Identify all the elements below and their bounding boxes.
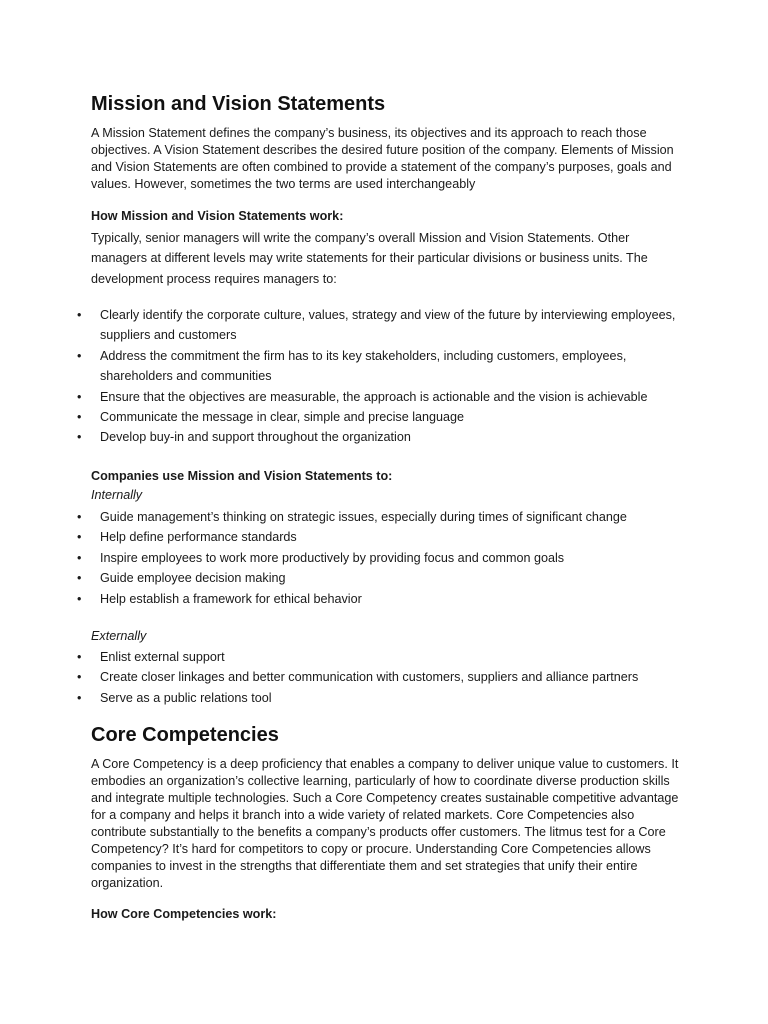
list-item: • Address the commitment the firm has to its key stakeholders, including customers, employees, shareholders and communities [91,346,691,387]
list-item: • Ensure that the objectives are measurable, the approach is actionable and the vision is achievable [91,387,691,407]
list-item: • Serve as a public relations tool [91,688,691,708]
how-core-heading: How Core Competencies work: [91,907,277,921]
list-item: • Communicate the message in clear, simple and precise language [91,407,691,427]
list-item: • Enlist external support [91,647,691,667]
section-title-core-competencies: Core Competencies [91,724,279,746]
externally-label: Externally [91,629,147,643]
list-item: • Develop buy-in and support throughout the organization [91,427,691,447]
internally-label: Internally [91,488,143,502]
list-item: • Guide employee decision making [91,568,691,588]
external-uses-list [91,647,691,708]
list-item: • Create closer linkages and better communication with customers, suppliers and alliance partners [91,667,691,687]
list-item: • Inspire employees to work more productively by providing focus and common goals [91,548,691,568]
companies-use-heading: Companies use Mission and Vision Statements to: [91,469,393,483]
how-mission-paragraph: Typically, senior managers will write the company’s overall Mission and Vision Statements. Other managers at different levels may write statements for their particular divisions or business units. The development process requires managers to: [91,231,648,286]
how-mission-heading: How Mission and Vision Statements work: [91,209,344,223]
list-item: • Help establish a framework for ethical behavior [91,589,691,609]
section-title-mission-vision: Mission and Vision Statements [91,93,386,115]
core-intro-paragraph: A Core Competency is a deep proficiency that enables a company to deliver unique value to customers. It embodies an organization’s collective learning, particularly of how to coordinate diverse production skills and integrate multiple technologies. Such a Core Competency creates sustainable competitive advantage for a company and helps it branch into a wide variety of related markets. Core Competencies also contribute substantially to the benefits a company’s products offer customers. The litmus test for a Core Competency? It’s hard for competitors to copy or procure. Understanding Core Competencies allows companies to invest in the strengths that differentiate them and set strategies that unify their entire organization. [91,757,679,890]
mission-intro-paragraph: A Mission Statement defines the company’s business, its objectives and its approach to reach those objectives. A Vision Statement describes the desired future position of the company. Elements of Mission and Vision Statements are often combined to provide a statement of the company’s purposes, goals and values. However, sometimes the two terms are used interchangeably [91,126,674,191]
internal-uses-list [91,507,691,609]
list-item: • Clearly identify the corporate culture, values, strategy and view of the future by interviewing employees, suppliers and customers [91,305,691,346]
list-item: • Guide management’s thinking on strategic issues, especially during times of significant change [91,507,691,527]
development-steps-list [91,305,691,448]
list-item: • Help define performance standards [91,527,691,547]
